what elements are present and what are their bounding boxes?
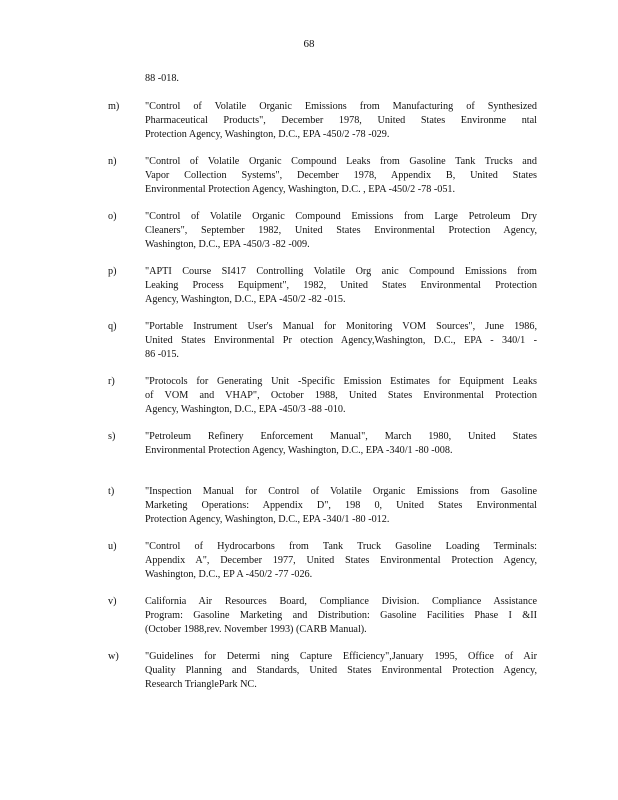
- reference-text: [145, 155, 537, 197]
- reference-line: "Control of Volatile Organic Compound Leaks from Gasoline Tank Trucks and: [145, 156, 537, 167]
- reference-item: [0, 265, 618, 320]
- reference-item: [0, 375, 618, 430]
- reference-item: [0, 650, 618, 705]
- reference-line: Leaking Process Equipment", 1982, United States Environmental Protection: [145, 280, 537, 291]
- reference-line: "Inspection Manual for Control of Volatile Organic Emissions from Gasoline: [145, 486, 537, 497]
- reference-line: "Control of Volatile Organic Emissions from Manufacturing of Synthesized: [145, 101, 537, 112]
- reference-item: [0, 100, 618, 155]
- reference-line: Cleaners", September 1982, United States Environmental Protection Agency,: [145, 225, 537, 236]
- reference-line: Protection Agency, Washington, D.C., EPA -450/2 -78 -029.: [145, 129, 390, 140]
- reference-list: [0, 100, 618, 705]
- reference-letter: n): [108, 156, 117, 167]
- reference-line: of VOM and VHAP", October 1988, United States Environmental Protection: [145, 390, 537, 401]
- reference-line: Environmental Protection Agency, Washington, D.C. , EPA -450/2 -78 -051.: [145, 184, 456, 195]
- reference-line: Marketing Operations: Appendix D", 198 0, United States Environmental: [145, 500, 537, 511]
- reference-item: [0, 595, 618, 650]
- reference-text: [145, 540, 537, 582]
- reference-line: Agency, Washington, D.C., EPA -450/3 -88 -010.: [145, 404, 346, 415]
- reference-text: [145, 485, 537, 527]
- reference-text: [145, 430, 537, 458]
- reference-letter: u): [108, 541, 117, 552]
- reference-line: "Portable Instrument User's Manual for Monitoring VOM Sources", June 1986,: [145, 321, 537, 332]
- reference-text: [145, 210, 537, 252]
- reference-line: "Petroleum Refinery Enforcement Manual", March 1980, United States: [145, 431, 537, 442]
- reference-item: [0, 155, 618, 210]
- reference-text: [145, 650, 537, 692]
- reference-line: "Control of Hydrocarbons from Tank Truck Gasoline Loading Terminals:: [145, 541, 537, 552]
- reference-line: United States Environmental Pr otection Agency,Washington, D.C., EPA - 340/1 -: [145, 335, 537, 346]
- reference-line: Pharmaceutical Products", December 1978, United States Environme ntal: [145, 115, 537, 126]
- reference-item: [0, 210, 618, 265]
- continued-reference-text: 88 -018.: [145, 73, 179, 84]
- reference-item: [0, 320, 618, 375]
- reference-line: Washington, D.C., EPA -450/3 -82 -009.: [145, 239, 310, 250]
- reference-line: 86 -015.: [145, 349, 179, 360]
- reference-line: Program: Gasoline Marketing and Distribution: Gasoline Facilities Phase I &II: [145, 610, 537, 621]
- reference-text: [145, 265, 537, 307]
- reference-letter: s): [108, 431, 116, 442]
- reference-line: "Control of Volatile Organic Compound Emissions from Large Petroleum Dry: [145, 211, 537, 222]
- reference-letter: o): [108, 211, 117, 222]
- reference-text: [145, 375, 537, 417]
- reference-item: [0, 485, 618, 540]
- reference-letter: t): [108, 486, 115, 497]
- reference-text: [145, 320, 537, 362]
- reference-line: (October 1988,rev. November 1993) (CARB Manual).: [145, 624, 367, 635]
- reference-letter: m): [108, 101, 120, 112]
- reference-letter: q): [108, 321, 117, 332]
- reference-line: California Air Resources Board, Compliance Division. Compliance Assistance: [145, 596, 537, 607]
- reference-line: Research TrianglePark NC.: [145, 679, 257, 690]
- reference-text: [145, 595, 537, 637]
- reference-line: Environmental Protection Agency, Washington, D.C., EPA -340/1 -80 -008.: [145, 445, 453, 456]
- reference-line: "Protocols for Generating Unit -Specific Emission Estimates for Equipment Leaks: [145, 376, 537, 387]
- reference-letter: r): [108, 376, 115, 387]
- reference-letter: w): [108, 651, 119, 662]
- reference-line: "Guidelines for Determi ning Capture Efficiency",January 1995, Office of Air: [145, 651, 537, 662]
- reference-line: Agency, Washington, D.C., EPA -450/2 -82 -015.: [145, 294, 346, 305]
- reference-item: [0, 540, 618, 595]
- reference-letter: v): [108, 596, 117, 607]
- page-number: 68: [303, 38, 315, 50]
- reference-line: Quality Planning and Standards, United States Environmental Protection Agency,: [145, 665, 537, 676]
- reference-line: Appendix A", December 1977, United States Environmental Protection Agency,: [145, 555, 537, 566]
- reference-letter: p): [108, 266, 117, 277]
- reference-line: Vapor Collection Systems", December 1978, Appendix B, United States: [145, 170, 537, 181]
- reference-line: Washington, D.C., EP A -450/2 -77 -026.: [145, 569, 313, 580]
- reference-item: [0, 430, 618, 485]
- reference-text: [145, 100, 537, 142]
- reference-line: Protection Agency, Washington, D.C., EPA -340/1 -80 -012.: [145, 514, 390, 525]
- reference-line: "APTI Course SI417 Controlling Volatile Org anic Compound Emissions from: [145, 266, 537, 277]
